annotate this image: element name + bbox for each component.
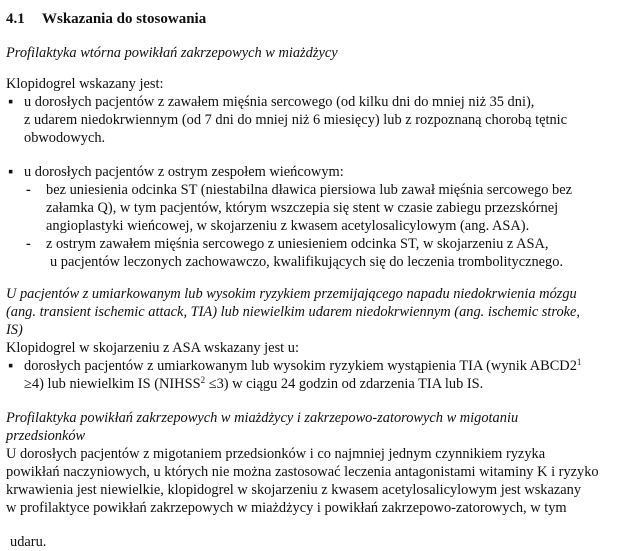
block2-subtitle-line2: (ang. transient ischemic attack, TIA) lub niewielkim udarem niedokrwiennym (ang. ischemic stroke, bbox=[6, 304, 581, 320]
dash-marker: - bbox=[26, 182, 31, 198]
block1-bullet2 bbox=[6, 163, 634, 271]
block1-dash1-line3: angioplastyki wieńcowej, w skojarzeniu z kwasem acetylosalicylowym (ang. ASA). bbox=[46, 218, 530, 234]
block1-dash1 bbox=[24, 181, 572, 235]
dash-marker: - bbox=[26, 236, 31, 252]
block2-intro: Klopidogrel w skojarzeniu z ASA wskazany jest u: bbox=[6, 340, 299, 356]
block2-subtitle bbox=[6, 285, 634, 339]
block1-dash2-line2: u pacjentów leczonych zachowawczo, kwalifikujących się do leczenia trombolitycznego. bbox=[50, 254, 564, 270]
block1-bullet1-line2: z udarem niedokrwiennym (od 7 dni do mniej niż 6 miesięcy) lub z rozpoznaną chorobą tętnic bbox=[24, 112, 568, 128]
footnote-ref-1: 1 bbox=[576, 357, 582, 367]
block2-subtitle-line1: U pacjentów z umiarkowanym lub wysokim ryzykiem przemijającego napadu niedokrwienia mózgu bbox=[6, 286, 577, 302]
block1-intro: Klopidogrel wskazany jest: bbox=[6, 76, 164, 92]
block2-bullet-line2 bbox=[24, 375, 581, 393]
block1-dash1-line2: załamka Q), w tym pacjentów, którym wszczepia się stent w czasie zabiegu przezskórnej bbox=[46, 200, 559, 216]
block2-bullet bbox=[6, 357, 634, 393]
block3-subtitle bbox=[6, 409, 634, 445]
block1-dash2 bbox=[24, 235, 572, 271]
block3-body-line2: powikłań naczyniowych, u których nie można zastosować leczenia antagonistami witaminy K i ryzyko bbox=[6, 464, 599, 480]
footnote-ref-2: 2 bbox=[200, 375, 206, 385]
block3-subtitle-line2: przedsionków bbox=[6, 428, 86, 444]
document-page bbox=[6, 10, 634, 551]
block3-subtitle-line1: Profilaktyka powikłań zakrzepowych w miażdżycy i zakrzepowo-zatorowych w migotaniu bbox=[6, 410, 519, 426]
block1-bullet2-line1: u dorosłych pacjentów z ostrym zespołem wieńcowym: bbox=[24, 164, 344, 180]
block1-subtitle: Profilaktyka wtórna powikłań zakrzepowych w miażdżycy bbox=[6, 45, 338, 61]
block3-body-line3: krwawienia jest niewielkie, klopidogrel w skojarzeniu z kwasem acetylosalicylowym jest wskazany bbox=[6, 482, 582, 498]
section-title: Wskazania do stosowania bbox=[42, 11, 207, 27]
bullet-marker: ▪ bbox=[8, 358, 14, 374]
block3-body-line4: w profilaktyce powikłań zakrzepowych w miażdżycy i powikłań zakrzepowo-zatorowych, w tym bbox=[6, 500, 567, 516]
block2-bullet-line1-text: dorosłych pacjentów z umiarkowanym lub wysokim ryzykiem wystąpienia TIA (wynik ABCD2 bbox=[24, 358, 577, 374]
block3-body-line5: udaru. bbox=[10, 534, 47, 550]
bullet-marker: ▪ bbox=[8, 164, 14, 180]
block3-body-line1: U dorosłych pacjentów z migotaniem przedsionków i co najmniej jednym czynnikiem ryzyka bbox=[6, 446, 546, 462]
block1-bullet1-line3: obwodowych. bbox=[24, 130, 106, 146]
section-number: 4.1 bbox=[6, 11, 25, 27]
bullet-marker: ▪ bbox=[8, 94, 14, 110]
block3-body bbox=[6, 445, 634, 551]
block1-bullet1-line1: u dorosłych pacjentów z zawałem mięśnia sercowego (od kilku dni do mniej niż 35 dni), bbox=[24, 94, 535, 110]
block2-subtitle-line3: IS) bbox=[6, 322, 23, 338]
block2-bullet-line1 bbox=[24, 357, 581, 375]
section-heading bbox=[6, 10, 634, 30]
block2-bullet-line2-b: ≤3) w ciągu 24 godzin od zdarzenia TIA lub IS. bbox=[205, 376, 484, 392]
block1-dash2-line1: z ostrym zawałem mięśnia sercowego z uniesieniem odcinka ST, w skojarzeniu z ASA, bbox=[46, 236, 549, 252]
block1-bullet1 bbox=[6, 93, 634, 147]
block1-dash1-line1: bez uniesienia odcinka ST (niestabilna dławica piersiowa lub zawał mięśnia sercowego bez bbox=[46, 182, 573, 198]
block2-bullet-line2-a: ≥4) lub niewielkim IS (NIHSS bbox=[24, 376, 201, 392]
